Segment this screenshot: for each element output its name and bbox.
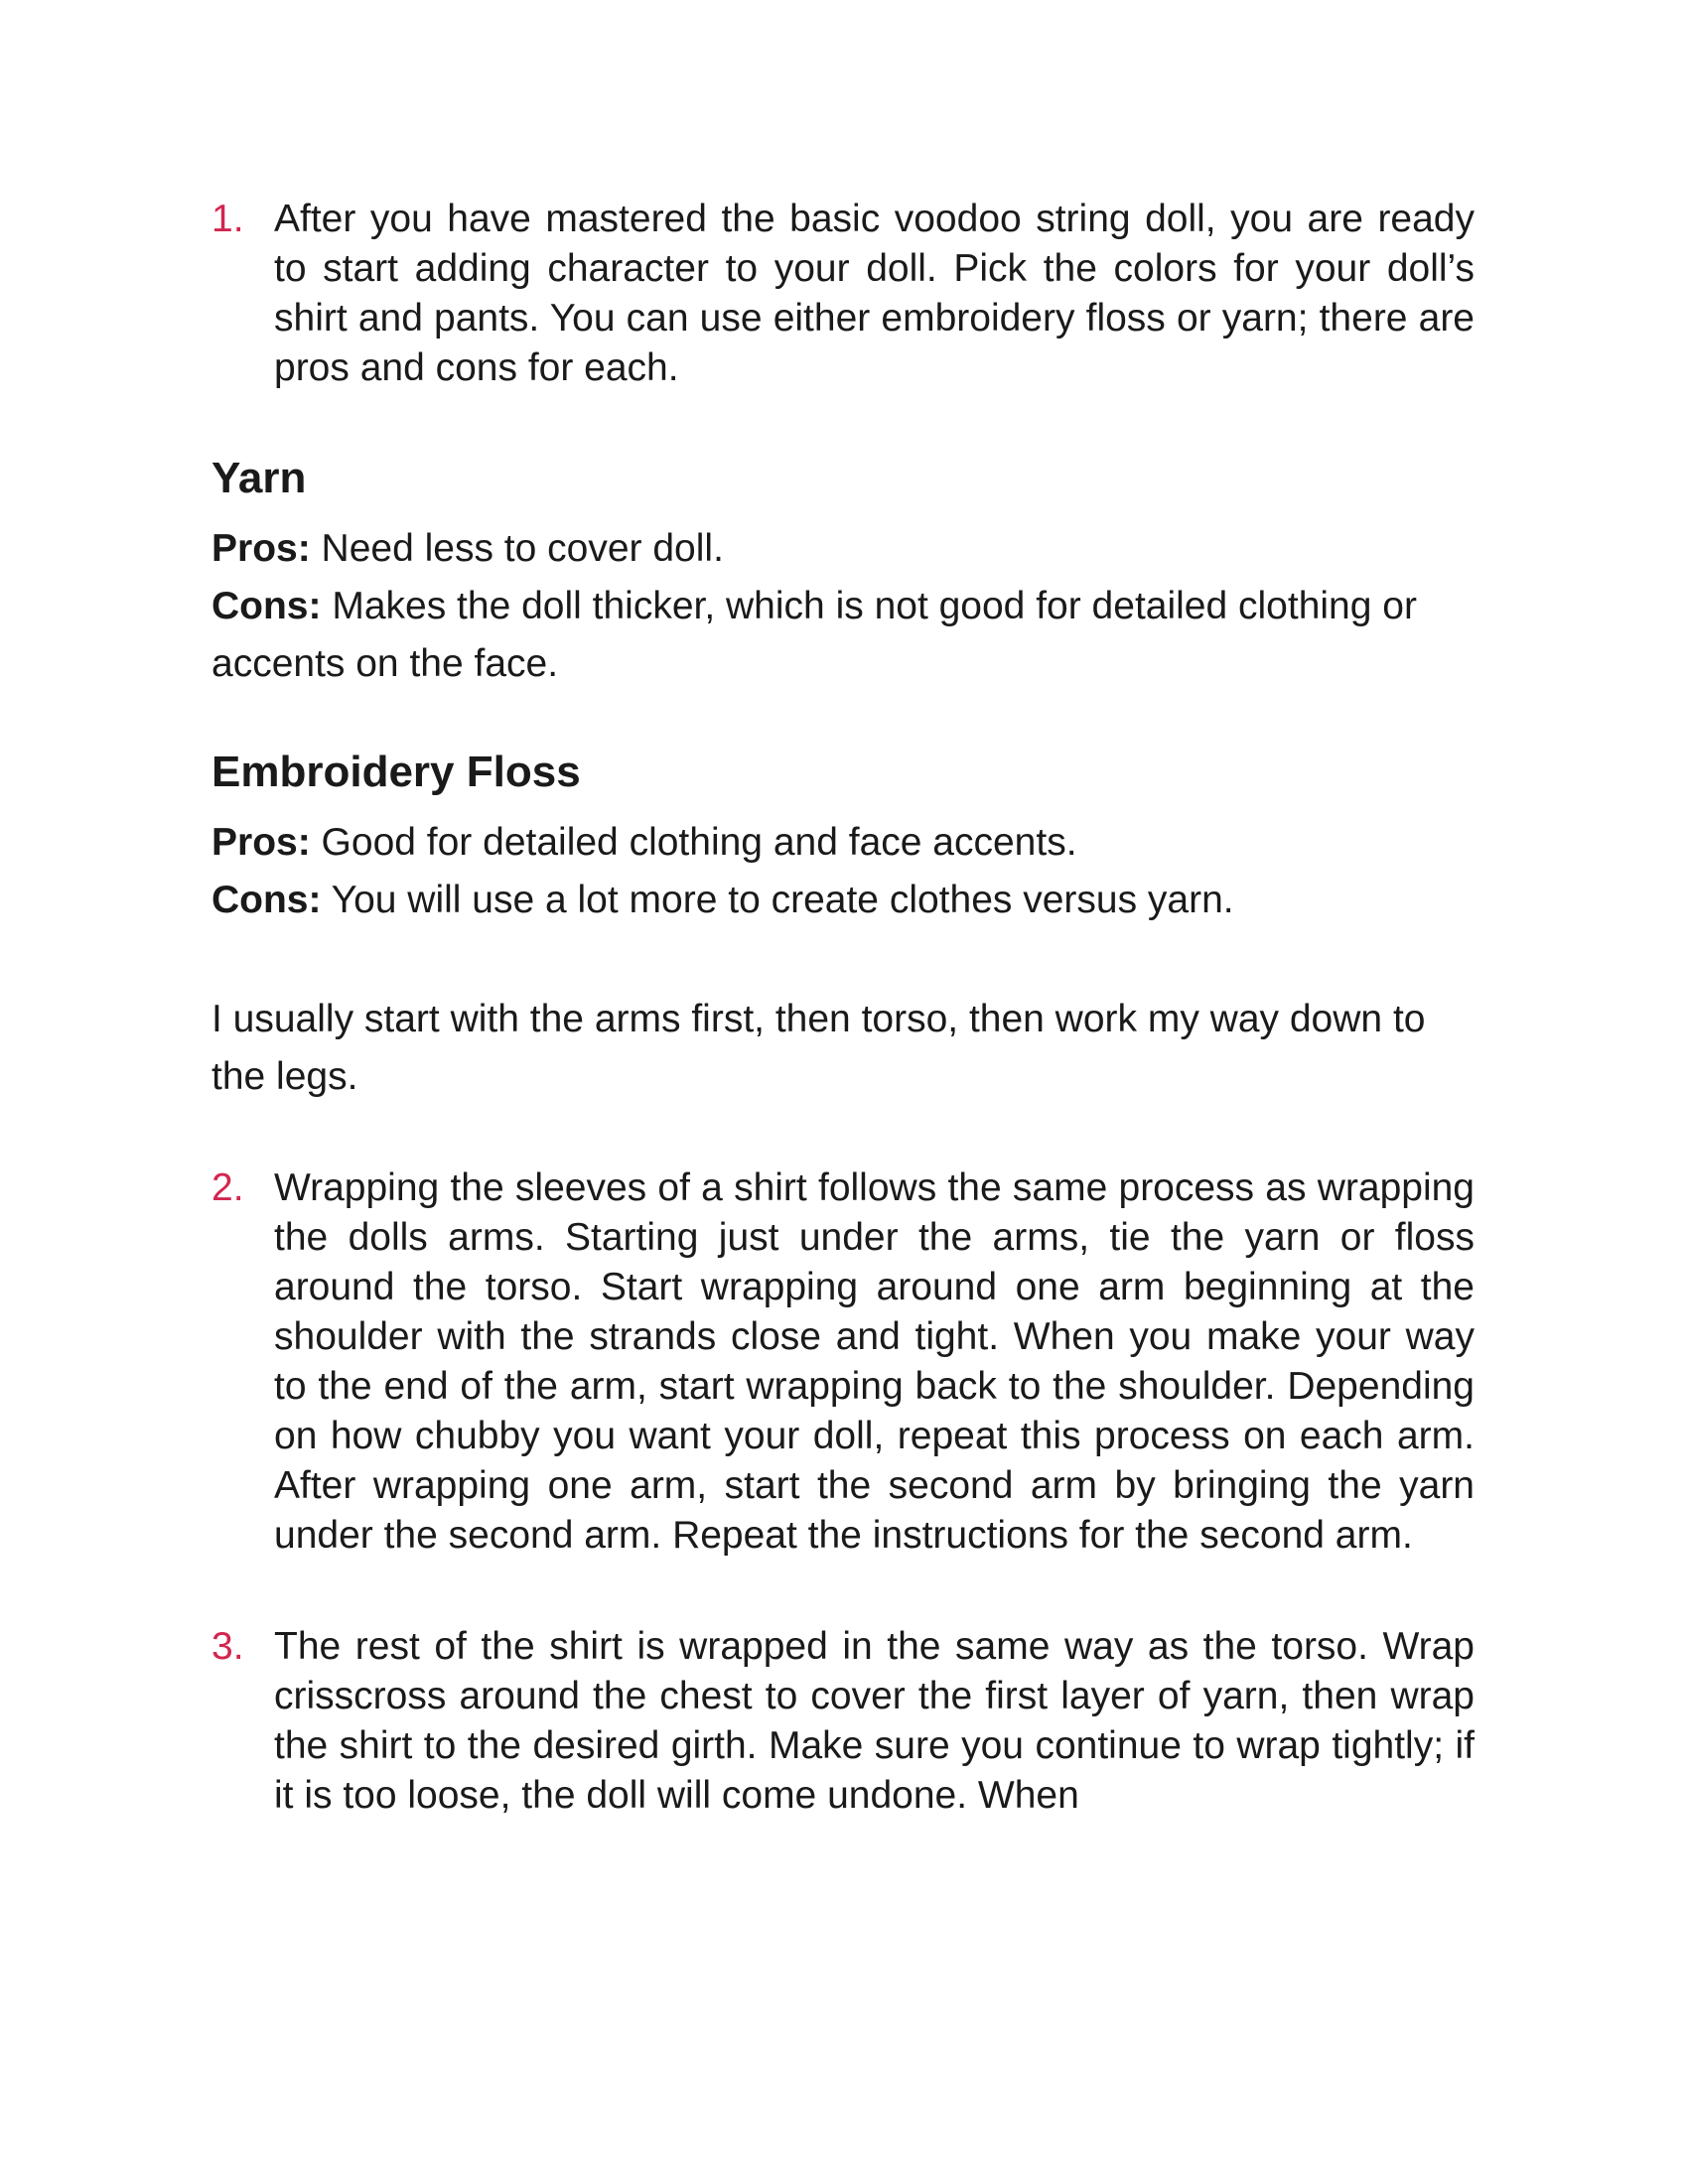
yarn-cons (211, 578, 1475, 693)
step-text: After you have mastered the basic voodoo string doll, you are ready to start adding character to your doll. Pick the colors for your doll’s shirt and pants. You can use either embroidery floss or yarn; there are pros and cons for each. (274, 198, 1475, 389)
yarn-heading: Yarn (211, 454, 307, 502)
pros-label: Pros: (211, 821, 311, 864)
floss-heading: Embroidery Floss (211, 748, 581, 796)
floss-pros (211, 814, 1475, 872)
floss-cons (211, 872, 1475, 929)
step-2 (211, 1163, 1475, 1561)
pros-label: Pros: (211, 527, 311, 570)
step-number: 2. (211, 1166, 244, 1209)
step-text: Wrapping the sleeves of a shirt follows the same process as wrapping the dolls arms. Starting just under the arms, tie the yarn or floss around the torso. Start wrapping around one arm beginning at the shoulder with the strands close and tight. When you make your way to the end of the arm, start wrapping back to the shoulder. Depending on how chubby you want your doll, repeat this process on each arm. After wrapping one arm, start the second arm by bringing the yarn under the second arm. Repeat the instructions for the second arm. (274, 1166, 1475, 1557)
intro-paragraph: I usually start with the arms first, then torso, then work my way down to the legs. (211, 998, 1426, 1098)
step-number: 1. (211, 198, 244, 240)
pros-text: Good for detailed clothing and face accents. (310, 821, 1077, 864)
cons-label: Cons: (211, 585, 322, 627)
document-page (211, 195, 1475, 1821)
step-text: The rest of the shirt is wrapped in the same way as the torso. Wrap crisscross around the chest to cover the first layer of yarn, then wrap the shirt to the desired girth. Make sure you continue to wrap tightly; if it is too loose, the doll will come undone. When (274, 1625, 1475, 1817)
cons-label: Cons: (211, 879, 322, 921)
cons-text: You will use a lot more to create clothes versus yarn. (321, 879, 1234, 921)
step-3 (211, 1622, 1475, 1821)
step-number: 3. (211, 1625, 244, 1668)
cons-text: Makes the doll thicker, which is not good for detailed clothing or accents on the face. (211, 585, 1417, 685)
pros-text: Need less to cover doll. (310, 527, 724, 570)
step-1 (211, 195, 1475, 393)
yarn-pros (211, 520, 1475, 578)
